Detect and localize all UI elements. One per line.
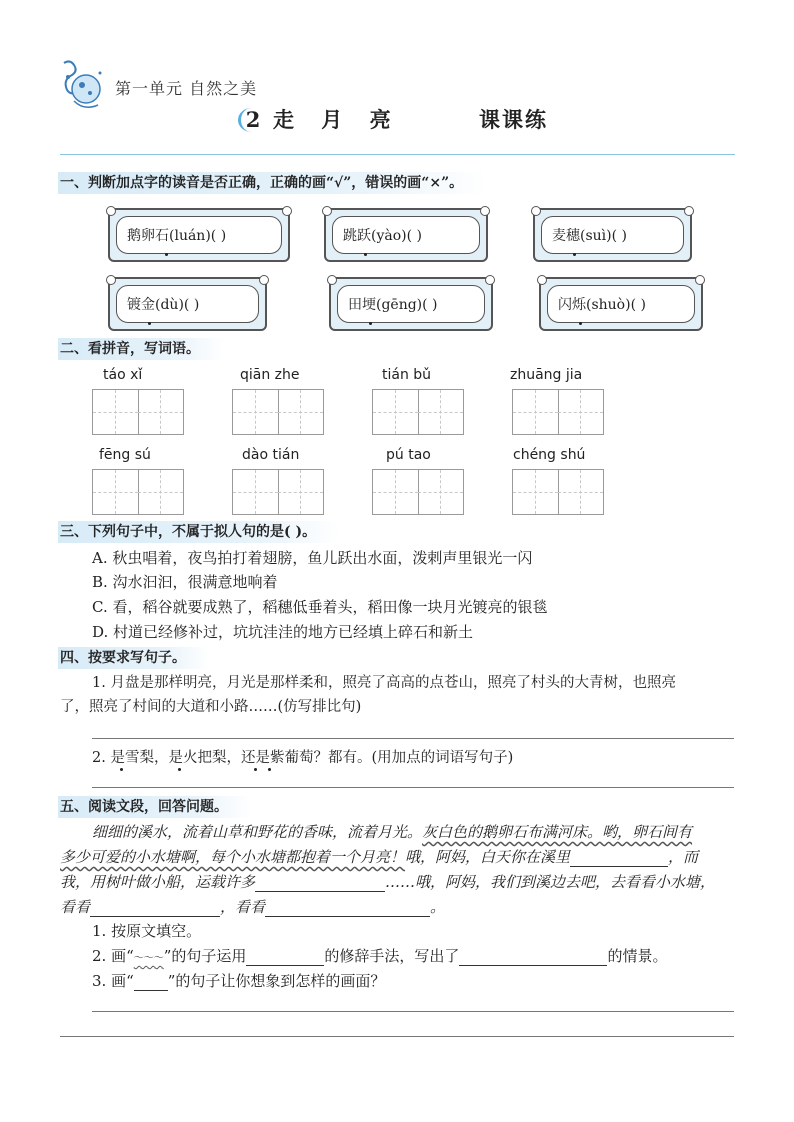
fill-blank[interactable] [246, 949, 324, 966]
q5-sub2-text: 的修辞手法，写出了 [324, 947, 460, 965]
pinyin-label: tián bǔ [382, 367, 432, 383]
lesson-title [238, 104, 401, 134]
q4-item1-line2: 了，照亮了村间的大道和小路……(仿写排比句) [60, 699, 362, 715]
q5-sub1: 1. 按原文填空。 [92, 922, 202, 940]
fill-blank[interactable] [255, 875, 385, 892]
q1-item-text[interactable]: 麦穗(suì)( ) [541, 216, 684, 254]
writing-grid[interactable] [372, 389, 464, 435]
wavy-underlined-sentence: 多少可爱的小水塘啊，每个小水塘都抱着一个月亮！ [60, 848, 406, 866]
header-divider [60, 154, 735, 155]
q5-sub2 [92, 945, 667, 966]
passage-text: 。 [430, 898, 446, 916]
passage-line-4 [60, 896, 445, 917]
q3-option-a[interactable]: A. 秋虫唱着，夜鸟拍打着翅膀，鱼儿跃出水面，泼剌声里银光一闪 [92, 549, 533, 567]
passage-line-3 [60, 871, 715, 892]
wavy-underlined-sentence: 灰白色的鹅卵石布满河床。 [422, 823, 603, 841]
passage-text: 我，用树叶做小船，运载许多 [60, 873, 256, 891]
q3-heading: 三、下列句子中，不属于拟人句的是( )。 [58, 521, 340, 543]
pinyin-label: fēng sú [99, 447, 151, 463]
q1-item-box [329, 277, 493, 331]
q1-item-text[interactable]: 镀金(dù)( ) [116, 285, 259, 323]
writing-grid[interactable] [512, 389, 604, 435]
fill-blank[interactable] [570, 850, 668, 867]
q3-option-d[interactable]: D. 村道已经修补过，坑坑洼洼的地方已经填上碎石和新土 [92, 623, 474, 641]
pinyin-label: chéng shú [513, 447, 586, 463]
q4-item1-line1: 1. 月盘是那样明亮，月光是那样柔和，照亮了高高的点苍山，照亮了村头的大青树，也照亮 [92, 675, 676, 691]
answer-line[interactable] [92, 738, 734, 739]
passage-text: ，而 [668, 848, 699, 866]
q3-option-c[interactable]: C. 看，稻谷就要成熟了，稻穗低垂着头，稻田像一块月光镀亮的银毯 [92, 598, 548, 616]
q1-item-text[interactable]: 跳跃(yào)( ) [332, 216, 480, 254]
passage-text: 看看 [60, 898, 91, 916]
q1-item-text[interactable]: 闪烁(shuò)( ) [547, 285, 695, 323]
q2-heading: 二、看拼音，写词语。 [58, 338, 224, 360]
lesson-name: 走 月 亮 [273, 107, 401, 132]
q1-item-box [324, 208, 488, 262]
wavy-underlined-sentence: 哟，卵石间有 [602, 823, 693, 841]
writing-grid[interactable] [92, 389, 184, 435]
passage-line-2 [60, 846, 698, 867]
q4-heading: 四、按要求写句子。 [58, 647, 210, 669]
q1-item-box [533, 208, 692, 262]
q5-sub3 [92, 970, 385, 991]
q5-sub3-text: 3. 画“ [92, 972, 134, 990]
answer-line[interactable] [60, 1036, 734, 1037]
q5-sub3-text: ”的句子让你想象到怎样的画面？ [167, 972, 386, 990]
pinyin-label: zhuāng jia [510, 367, 583, 383]
q5-sub2-text: ”的句子运用 [163, 947, 247, 965]
q1-item-text[interactable]: 田埂(gēng)( ) [337, 285, 485, 323]
pinyin-label: táo xǐ [103, 367, 143, 383]
passage-text: ……哦，阿妈，我们到溪边去吧，去看看小水塘， [385, 873, 716, 891]
q4-item2: 2. 是雪梨，是火把梨，还是紫葡萄？都有。(用加点的词语写句子) [92, 750, 514, 766]
pinyin-label: pú tao [386, 447, 431, 463]
writing-grid[interactable] [232, 469, 324, 515]
fill-blank[interactable] [90, 900, 220, 917]
answer-line[interactable] [92, 1011, 734, 1012]
practice-label: 课课练 [479, 107, 548, 132]
q3-option-b[interactable]: B. 沟水汩汩，很满意地响着 [92, 573, 278, 591]
lesson-number: 2 [238, 108, 265, 132]
writing-grid[interactable] [92, 469, 184, 515]
unit-logo-icon [56, 55, 106, 115]
writing-grid[interactable] [372, 469, 464, 515]
q5-sub2-text: 2. 画“ [92, 947, 134, 965]
fill-blank[interactable] [265, 900, 430, 917]
q5-heading: 五、阅读文段，回答问题。 [58, 796, 252, 818]
passage-text: ，看看 [220, 898, 266, 916]
unit-title: 第一单元 自然之美 [115, 79, 258, 98]
q1-heading: 一、判断加点字的读音是否正确，正确的画“√”，错误的画“×”。 [58, 172, 487, 194]
passage-text: 细细的溪水，流着山草和野花的香味，流着月光。 [92, 823, 423, 841]
q5-sub2-text: 的情景。 [607, 947, 668, 965]
pinyin-label: qiān zhe [240, 367, 300, 383]
answer-line[interactable] [92, 787, 734, 788]
passage-line-1 [92, 821, 692, 842]
q1-item-box [108, 277, 267, 331]
straight-line-sample [134, 978, 168, 991]
fill-blank[interactable] [459, 949, 607, 966]
q1-item-text[interactable]: 鹅卵石(luán)( ) [116, 216, 282, 254]
passage-text: 哦，阿妈，白天你在溪里 [405, 848, 571, 866]
q1-item-box [539, 277, 703, 331]
writing-grid[interactable] [232, 389, 324, 435]
pinyin-label: dào tián [242, 447, 300, 463]
q1-item-box [108, 208, 290, 262]
writing-grid[interactable] [512, 469, 604, 515]
wavy-line-sample: ～～～ [133, 953, 164, 964]
